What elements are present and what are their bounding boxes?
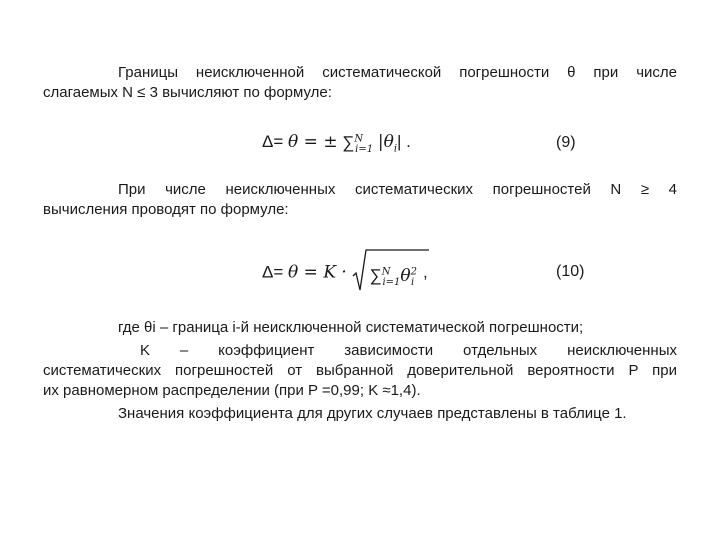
equation-9-lhs: Δ= [262, 132, 284, 151]
paragraph-1-line-2: слагаемых N ≤ 3 вычисляют по формуле: [43, 84, 332, 101]
equation-9-theta: |θ [377, 132, 394, 152]
paragraph-2-line-1: При числе неисключенных систематических погрешностей N ≥ 4 [118, 181, 677, 198]
equation-9-number: (9) [556, 134, 576, 151]
equation-10-number: (10) [556, 263, 585, 280]
equation-9: Δ= θ = ± ∑$^N_{i=1}$ $|\theta_i|$ . [262, 132, 411, 155]
equation-9-body: θ = ± [288, 132, 338, 152]
equation-10-end: , [422, 262, 428, 282]
paragraph-3-line-1: где θi – граница i-й неисключенной систематической погрешности; [118, 319, 584, 336]
paragraph-1-line-1: Границы неисключенной систематической погрешности θ при числе [118, 64, 677, 81]
equation-10 [262, 258, 428, 288]
sqrt-symbol: $\sum^N_{i=1}\theta^2_i$ [352, 258, 419, 288]
paragraph-3-line-2: K – коэффициент зависимости отдельных неисключенных [140, 342, 677, 359]
equation-9-end: | . [397, 132, 411, 151]
paragraph-3-line-5: Значения коэффициента для других случаев представлены в таблице 1. [118, 405, 627, 422]
sum-symbol: ∑$^N_{i=1}$ [342, 132, 374, 155]
equation-10-body: θ = K · [288, 262, 347, 283]
paragraph-2-line-2: вычисления проводят по формуле: [43, 201, 289, 218]
paragraph-3-line-3: систематических погрешностей от выбранной доверительной вероятности P при [43, 362, 677, 379]
equation-10-lhs: Δ= [262, 262, 284, 282]
paragraph-3-line-4: их равномерном распределении (при P =0,99; K ≈1,4). [43, 382, 421, 399]
